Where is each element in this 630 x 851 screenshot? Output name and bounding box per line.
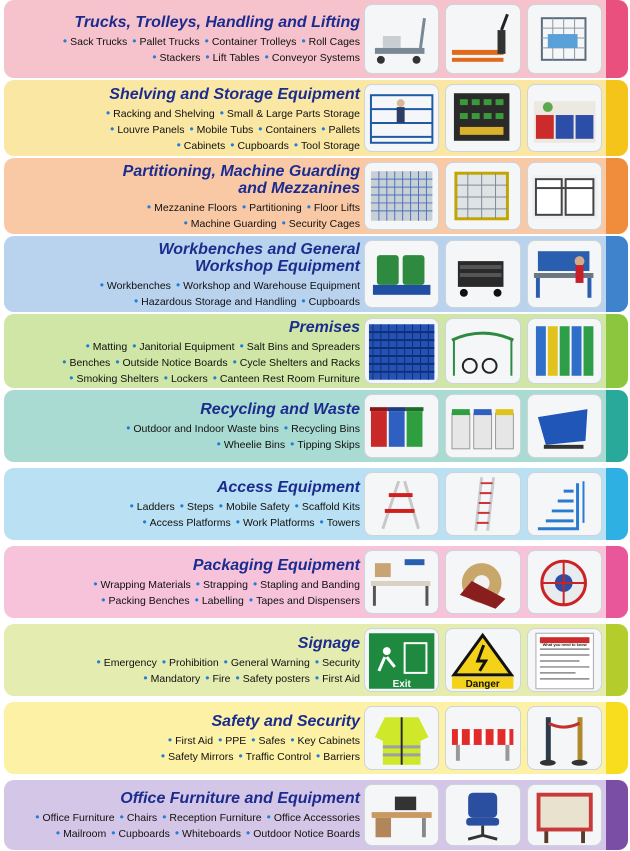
category-item-link[interactable]: • General Warning: [219, 657, 310, 669]
exit-sign-icon[interactable]: [364, 628, 439, 692]
category-title[interactable]: Access Equipment: [216, 479, 360, 496]
extension-ladder-icon[interactable]: [445, 472, 520, 536]
drum-spill-pallet-icon[interactable]: [364, 240, 439, 308]
item-line: [12, 826, 360, 842]
category-item-list: [12, 655, 360, 687]
category-color-tab: [606, 468, 628, 540]
category-item-link[interactable]: • Cupboards: [296, 296, 360, 308]
category-text-block: [12, 319, 360, 387]
category-item-link[interactable]: • Security: [310, 657, 360, 669]
category-item-list: [12, 278, 360, 310]
category-item-link[interactable]: • Safety Mirrors: [156, 751, 234, 763]
category-item-link[interactable]: • Wrapping Materials: [88, 579, 190, 591]
machine-guard-icon[interactable]: [445, 162, 520, 230]
item-line: [12, 371, 360, 387]
category-row[interactable]: [4, 468, 628, 540]
category-item-link[interactable]: • Office Accessories: [262, 812, 360, 824]
category-item-list: [12, 733, 360, 765]
category-title-line: Workshop Equipment: [194, 258, 360, 275]
category-item-link[interactable]: • Fire: [200, 673, 230, 685]
category-row[interactable]: [4, 0, 628, 78]
category-row[interactable]: [4, 80, 628, 156]
item-line: [12, 671, 360, 687]
category-item-link[interactable]: • Packing Benches: [96, 595, 189, 607]
item-line: [12, 749, 360, 765]
roll-cage-icon[interactable]: [527, 4, 602, 74]
category-thumbnails: [364, 240, 602, 308]
category-thumbnails: [364, 318, 602, 384]
category-item-list: [12, 34, 360, 66]
category-item-link[interactable]: • First Aid: [310, 673, 360, 685]
racking-shelving-icon[interactable]: [364, 84, 439, 152]
category-title-line: Partitioning, Machine Guarding: [122, 163, 360, 180]
category-item-link[interactable]: • Ladders: [125, 501, 175, 513]
category-item-link[interactable]: • Workshop and Warehouse Equipment: [171, 280, 360, 292]
category-item-list: [12, 577, 360, 609]
category-item-link[interactable]: • Containers: [253, 124, 316, 136]
category-item-link[interactable]: • Tapes and Dispensers: [244, 595, 360, 607]
category-title[interactable]: Safety and Security: [211, 713, 360, 730]
category-title-line: and Mezzanines: [238, 180, 360, 197]
category-row[interactable]: [4, 314, 628, 388]
item-line: [12, 106, 360, 122]
category-color-tab: [606, 0, 628, 78]
category-item-link[interactable]: • Cycle Shelters and Racks: [228, 357, 360, 369]
category-thumbnails: [364, 628, 602, 692]
wheelie-bins-icon[interactable]: [364, 394, 439, 458]
item-line: [12, 593, 360, 609]
lockers-icon[interactable]: [527, 318, 602, 384]
step-ladder-icon[interactable]: [364, 472, 439, 536]
packing-bench-icon[interactable]: [364, 550, 439, 614]
category-item-link[interactable]: • Safes: [246, 735, 285, 747]
category-item-list: [12, 499, 360, 531]
category-item-link[interactable]: • Mezzanine Floors: [142, 202, 237, 214]
item-line: [12, 355, 360, 371]
category-thumbnails: [364, 162, 602, 230]
category-item-link[interactable]: • Small & Large Parts Storage: [215, 108, 360, 120]
category-item-link[interactable]: • Pallet Trucks: [127, 36, 199, 48]
category-title[interactable]: Premises: [288, 319, 360, 336]
category-item-link[interactable]: • Outdoor Notice Boards: [241, 828, 360, 840]
category-item-link[interactable]: • Mobile Tubs: [184, 124, 253, 136]
item-line: [12, 50, 360, 66]
item-line: [12, 577, 360, 593]
category-row[interactable]: [4, 780, 628, 850]
category-item-link[interactable]: • Mandatory: [138, 673, 200, 685]
category-thumbnails: [364, 550, 602, 614]
category-item-link[interactable]: • Lockers: [159, 373, 208, 385]
category-item-link[interactable]: • Racking and Shelving: [101, 108, 215, 120]
item-line: [12, 138, 360, 154]
item-line: [12, 655, 360, 671]
category-color-tab: [606, 314, 628, 388]
category-item-link[interactable]: • Whiteboards: [170, 828, 241, 840]
item-line: [12, 810, 360, 826]
category-color-tab: [606, 702, 628, 774]
category-color-tab: [606, 546, 628, 618]
category-item-link[interactable]: • Reception Furniture: [157, 812, 261, 824]
category-title[interactable]: Shelving and Storage Equipment: [109, 86, 360, 103]
category-row[interactable]: [4, 158, 628, 234]
cycle-shelter-icon[interactable]: [445, 318, 520, 384]
category-item-link[interactable]: • Smoking Shelters: [64, 373, 159, 385]
louvre-panel-icon[interactable]: [445, 84, 520, 152]
category-row[interactable]: [4, 236, 628, 312]
sign-text: What you need to know: [542, 642, 587, 648]
category-item-link[interactable]: • Floor Lifts: [302, 202, 360, 214]
category-item-list: [12, 339, 360, 387]
mesh-partition-icon[interactable]: [364, 162, 439, 230]
category-item-link[interactable]: • Louvre Panels: [105, 124, 184, 136]
category-row[interactable]: [4, 702, 628, 774]
item-line: [12, 294, 360, 310]
item-line: [12, 339, 360, 355]
item-line: [12, 216, 360, 232]
recycling-bins-icon[interactable]: [445, 394, 520, 458]
category-item-link[interactable]: • Scaffold Kits: [290, 501, 360, 513]
category-item-link[interactable]: • Traffic Control: [233, 751, 311, 763]
category-item-link[interactable]: • Partitioning: [237, 202, 302, 214]
sign-text: Danger: [465, 678, 501, 690]
category-title[interactable]: [12, 163, 360, 197]
category-item-link[interactable]: • Outdoor and Indoor Waste bins: [121, 423, 279, 435]
category-text-block: [12, 163, 360, 232]
mezzanine-office-icon[interactable]: [527, 162, 602, 230]
category-item-link[interactable]: • Recycling Bins: [279, 423, 360, 435]
category-item-link[interactable]: • Mailroom: [51, 828, 106, 840]
item-line: [12, 733, 360, 749]
category-item-link[interactable]: • Container Trolleys: [200, 36, 297, 48]
item-line: [12, 200, 360, 216]
category-item-link[interactable]: • Janitorial Equipment: [127, 341, 234, 353]
item-line: [12, 34, 360, 50]
category-title-line: Workbenches and General: [158, 241, 360, 258]
category-color-tab: [606, 80, 628, 156]
office-desk-icon[interactable]: [364, 784, 439, 846]
cupboard-icon[interactable]: [527, 84, 602, 152]
item-line: [12, 421, 360, 437]
category-item-link[interactable]: • Prohibition: [157, 657, 219, 669]
category-item-link[interactable]: • Key Cabinets: [285, 735, 360, 747]
category-item-link[interactable]: • Access Platforms: [137, 517, 230, 529]
hi-vis-jacket-icon[interactable]: [364, 706, 439, 770]
category-text-block: [12, 14, 360, 66]
category-item-list: [12, 106, 360, 154]
category-item-link[interactable]: • Cupboards: [225, 140, 289, 152]
category-item-link[interactable]: • Emergency: [92, 657, 157, 669]
category-text-block: [12, 790, 360, 842]
tipping-skip-icon[interactable]: [527, 394, 602, 458]
category-item-link[interactable]: • Hazardous Storage and Handling: [129, 296, 296, 308]
category-thumbnails: [364, 472, 602, 536]
item-line: [12, 515, 360, 531]
category-thumbnails: [364, 84, 602, 152]
category-item-link[interactable]: • Sack Trucks: [58, 36, 127, 48]
category-item-link[interactable]: • Mobile Safety: [214, 501, 290, 513]
workbench-icon[interactable]: [527, 240, 602, 308]
floor-matting-icon[interactable]: [364, 318, 439, 384]
category-text-block: [12, 557, 360, 609]
category-title[interactable]: Signage: [297, 635, 360, 652]
tool-trolley-icon[interactable]: [445, 240, 520, 308]
category-item-link[interactable]: • Steps: [175, 501, 214, 513]
category-thumbnails: [364, 784, 602, 846]
category-color-tab: [606, 236, 628, 312]
category-row[interactable]: [4, 546, 628, 618]
category-item-link[interactable]: • Pallets: [316, 124, 360, 136]
category-title[interactable]: Office Furniture and Equipment: [120, 790, 360, 807]
office-chair-icon[interactable]: [445, 784, 520, 846]
strapping-reel-icon[interactable]: [527, 550, 602, 614]
category-color-tab: [606, 158, 628, 234]
category-text-block: [12, 401, 360, 453]
category-text-block: [12, 713, 360, 765]
category-item-link[interactable]: • Security Cages: [277, 218, 360, 230]
category-thumbnails: [364, 394, 602, 458]
category-item-link[interactable]: • PPE: [213, 735, 246, 747]
traffic-barrier-icon[interactable]: [445, 706, 520, 770]
category-item-link[interactable]: • First Aid: [163, 735, 213, 747]
category-title[interactable]: Trucks, Trolleys, Handling and Lifting: [74, 14, 360, 31]
category-item-link[interactable]: • Stapling and Banding: [248, 579, 360, 591]
category-item-list: [12, 421, 360, 453]
category-item-link[interactable]: • Cupboards: [106, 828, 170, 840]
item-line: [12, 437, 360, 453]
category-item-link[interactable]: • Machine Guarding: [179, 218, 277, 230]
category-text-block: [12, 479, 360, 531]
platform-trolley-icon[interactable]: [364, 4, 439, 74]
category-item-link[interactable]: • Safety posters: [231, 673, 310, 685]
category-color-tab: [606, 780, 628, 850]
category-item-link[interactable]: • Strapping: [191, 579, 248, 591]
safety-poster-icon[interactable]: [527, 628, 602, 692]
category-thumbnails: [364, 706, 602, 770]
category-item-link[interactable]: • Chairs: [115, 812, 158, 824]
category-item-link[interactable]: • Labelling: [190, 595, 244, 607]
category-item-link[interactable]: • Office Furniture: [30, 812, 114, 824]
category-color-tab: [606, 624, 628, 696]
category-item-link[interactable]: • Salt Bins and Spreaders: [235, 341, 360, 353]
category-item-link[interactable]: • Matting: [81, 341, 128, 353]
category-item-link[interactable]: • Stackers: [147, 52, 200, 64]
category-text-block: [12, 635, 360, 687]
category-item-link[interactable]: • Conveyor Systems: [260, 52, 360, 64]
tape-dispenser-icon[interactable]: [445, 550, 520, 614]
queue-barrier-icon[interactable]: [527, 706, 602, 770]
item-line: [12, 278, 360, 294]
category-item-link[interactable]: • Tool Storage: [289, 140, 360, 152]
category-item-list: [12, 200, 360, 232]
category-item-link[interactable]: • Work Platforms: [231, 517, 315, 529]
category-item-link[interactable]: • Towers: [315, 517, 360, 529]
item-line: [12, 122, 360, 138]
category-item-link[interactable]: • Cabinets: [172, 140, 226, 152]
category-item-link[interactable]: • Workbenches: [95, 280, 171, 292]
category-item-link[interactable]: • Roll Cages: [296, 36, 360, 48]
category-item-link[interactable]: • Barriers: [311, 751, 360, 763]
category-item-link[interactable]: • Outside Notice Boards: [110, 357, 227, 369]
category-item-link[interactable]: • Tipping Skips: [285, 439, 360, 451]
category-item-list: [12, 810, 360, 842]
category-text-block: [12, 86, 360, 154]
category-row[interactable]: [4, 624, 628, 696]
category-item-link[interactable]: • Lift Tables: [200, 52, 259, 64]
notice-board-icon[interactable]: [527, 784, 602, 846]
category-title[interactable]: Recycling and Waste: [200, 401, 360, 418]
category-color-tab: [606, 390, 628, 462]
category-row[interactable]: [4, 390, 628, 462]
category-title[interactable]: Packaging Equipment: [192, 557, 360, 574]
mobile-steps-icon[interactable]: [527, 472, 602, 536]
danger-sign-icon[interactable]: [445, 628, 520, 692]
category-item-link[interactable]: • Canteen Rest Room Furniture: [208, 373, 360, 385]
pallet-truck-icon[interactable]: [445, 4, 520, 74]
sign-text: Exit: [392, 678, 411, 690]
category-title[interactable]: [12, 241, 360, 275]
category-item-link[interactable]: • Wheelie Bins: [212, 439, 285, 451]
item-line: [12, 499, 360, 515]
category-item-link[interactable]: • Benches: [57, 357, 110, 369]
category-thumbnails: [364, 4, 602, 74]
category-text-block: [12, 241, 360, 310]
